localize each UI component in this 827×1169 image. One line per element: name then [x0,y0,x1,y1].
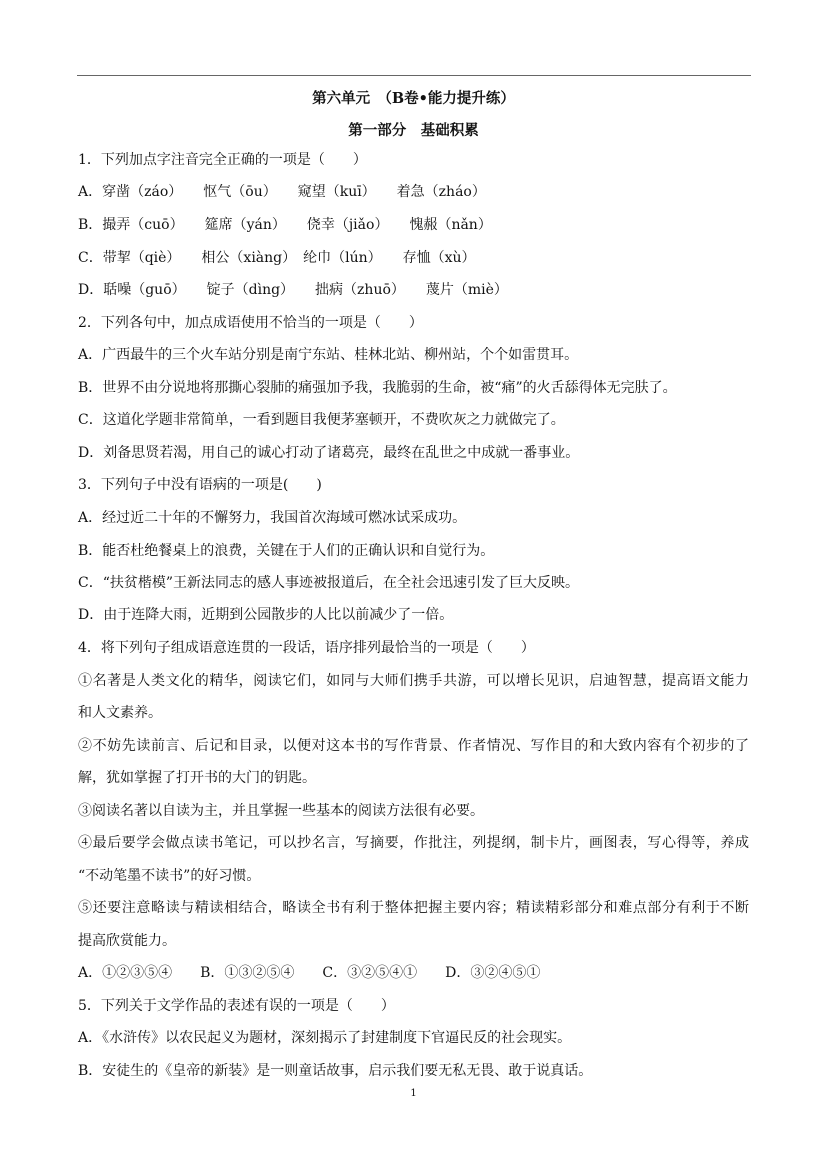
question-1-stem: 1．下列加点字注音完全正确的一项是（ ） [78,152,367,168]
question-2-option-d: D．刘备思贤若渴，用自己的诚心打动了诸葛亮，最终在乱世之中成就一番事业。 [78,445,580,461]
header-rule [77,75,751,76]
question-3-option-c: C．“扶贫楷模”王新法同志的感人事迹被报道后，在全社会迅速引发了巨大反映。 [78,575,580,591]
question-2-option-c: C．这道化学题非常简单，一看到题目我便茅塞顿开，不费吹灰之力就做完了。 [78,412,565,428]
question-1-option-d: D．聒噪（guō） 锭子（dìng） 拙病（zhuō） 蔑片（miè） [78,282,508,298]
question-3-option-d: D．由于连降大雨，近期到公园散步的人比以前减少了一倍。 [78,607,454,623]
sentence-1-line-2: 和人文素养。 [78,705,162,721]
unit-title: 第六单元 （B卷•能力提升练） [312,90,515,107]
question-1-option-a: A．穿凿（záo） 怄气（ōu） 窥望（kuī） 着急（zháo） [78,184,486,200]
question-4-options: A．①②③⑤④ B．①③②⑤④ C．③②⑤④① D．③②④⑤① [78,965,541,981]
sentence-1-line-1: ①名著是人类文化的精华，阅读它们，如同与大师们携手共游，可以增长见识，启迪智慧，提高语文能力 [78,673,749,689]
question-3-stem: 3．下列句子中没有语病的一项是( ) [78,477,322,493]
question-2-option-a: A．广西最牛的三个火车站分别是南宁东站、桂林北站、柳州站，个个如雷贯耳。 [78,347,579,363]
question-5-stem: 5．下列关于文学作品的表述有误的一项是（ ） [78,998,395,1014]
sentence-4-line-2: “不动笔墨不读书”的好习惯。 [78,868,261,884]
question-5-option-b: B．安徒生的《皇帝的新装》是一则童话故事，启示我们要无私无畏、敢于说真话。 [78,1063,593,1079]
part-title: 第一部分 基础积累 [348,122,479,139]
sentence-2-line-1: ②不妨先读前言、后记和目录，以便对这本书的写作背景、作者情况、写作目的和大致内容有个初步的了 [78,738,749,754]
question-1-option-b: B．撮弄（cuō） 筵席（yán） 侥幸（jiǎo） 愧赧（nǎn） [78,217,492,233]
question-3-option-b: B．能否杜绝餐桌上的浪费，关键在于人们的正确认识和自觉行为。 [78,543,495,559]
question-4-stem: 4．将下列句子组成语意连贯的一段话，语序排列最恰当的一项是（ ） [78,640,535,656]
sentence-2-line-2: 解，犹如掌握了打开书的大门的钥匙。 [78,770,316,786]
sentence-5-line-2: 提高欣赏能力。 [78,933,176,949]
question-1-option-c: C．带挈（qiè） 相公（xiàng） 纶巾（lún） 存恤（xù） [78,250,476,266]
question-2-option-b: B．世界不由分说地将那撕心裂肺的痛强加予我，我脆弱的生命，被“痛”的火舌舔得体无完肤了。 [78,380,677,396]
page-number: 1 [410,1088,417,1099]
sentence-5-line-1: ⑤还要注意略读与精读相结合，略读全书有利于整体把握主要内容；精读精彩部分和难点部分有利于不断 [78,900,749,916]
question-2-stem: 2．下列各句中，加点成语使用不恰当的一项是（ ） [78,315,423,331]
question-5-option-a: A．《水浒传》以农民起义为题材，深刻揭示了封建制度下官逼民反的社会现实。 [78,1030,572,1046]
sentence-3: ③阅读名著以自读为主，并且掌握一些基本的阅读方法很有必要。 [78,803,484,819]
sentence-4-line-1: ④最后要学会做点读书笔记，可以抄名言，写摘要，作批注，列提纲，制卡片，画图表，写心得等，养成 [78,835,749,851]
question-3-option-a: A．经过近二十年的不懈努力，我国首次海域可燃冰试采成功。 [78,510,467,526]
